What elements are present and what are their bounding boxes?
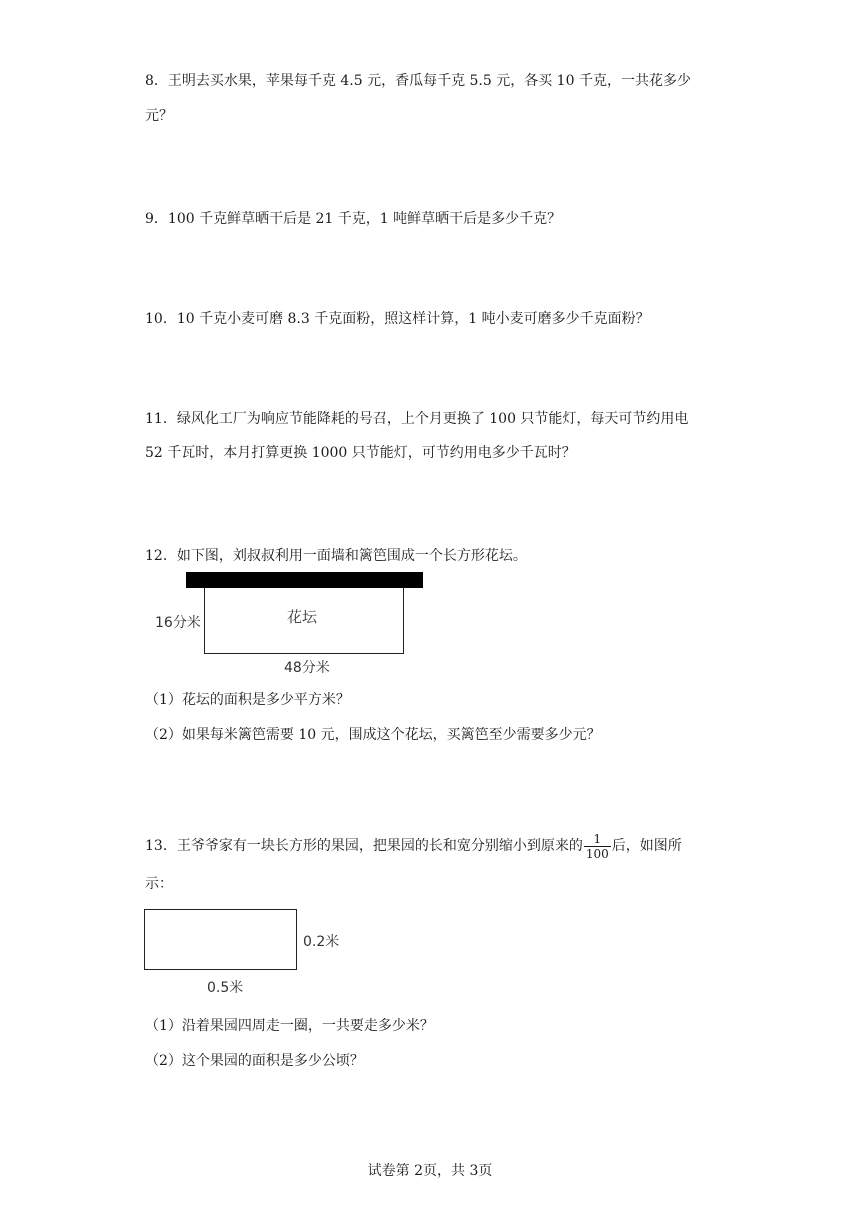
orchard-width-label: 0.2米: [303, 934, 340, 950]
q11-line2: 52 千瓦时，本月打算更换 1000 只节能灯，可节约用电多少千瓦时？: [145, 445, 576, 461]
side-length-label: 16分米: [155, 615, 201, 631]
q9-line1: 9．100 千克鲜草晒干后是 21 千克，1 吨鲜草晒干后是多少千克？: [145, 211, 562, 227]
wall-bar: [186, 572, 423, 588]
q8-line2: 元？: [145, 108, 173, 124]
q11-line1: 11．绿风化工厂为响应节能降耗的号召，上个月更换了 100 只节能灯，每天可节约用电: [145, 411, 689, 427]
fraction-denominator: 100: [585, 846, 609, 861]
fraction: [584, 832, 611, 861]
q13-line1: [145, 831, 682, 861]
q13-line2: 示：: [145, 876, 173, 892]
q13-line1-before: 13．王爷爷家有一块长方形的果园，把果园的长和宽分别缩小到原来的: [145, 838, 583, 854]
orchard-rect: [144, 909, 297, 970]
q13-line1-after: 后，如图所: [611, 838, 682, 854]
q12-sub2: （2）如果每米篱笆需要 10 元，围成这个花坛，买篱笆至少需要多少元？: [145, 727, 601, 743]
q12-sub1: （1）花坛的面积是多少平方米？: [145, 692, 350, 708]
q13-sub1: （1）沿着果园四周走一圈，一共要走多少米？: [145, 1018, 434, 1034]
q12-line1: 12．如下图，刘叔叔利用一面墙和篱笆围成一个长方形花坛。: [145, 548, 527, 564]
fraction-numerator: 1: [584, 832, 611, 847]
q8-line1: 8．王明去买水果，苹果每千克 4.5 元，香瓜每千克 5.5 元，各买 10 千克，一共花多少: [145, 73, 691, 89]
q13-sub2: （2）这个果园的面积是多少公顷？: [145, 1053, 364, 1069]
q10-line1: 10．10 千克小麦可磨 8.3 千克面粉，照这样计算，1 吨小麦可磨多少千克面粉？: [145, 311, 650, 327]
flowerbed-label: 花坛: [287, 608, 318, 626]
page-footer: 试卷第 2页，共 3页: [367, 1163, 493, 1179]
bottom-length-label: 48分米: [284, 660, 330, 676]
orchard-length-label: 0.5米: [207, 980, 244, 996]
